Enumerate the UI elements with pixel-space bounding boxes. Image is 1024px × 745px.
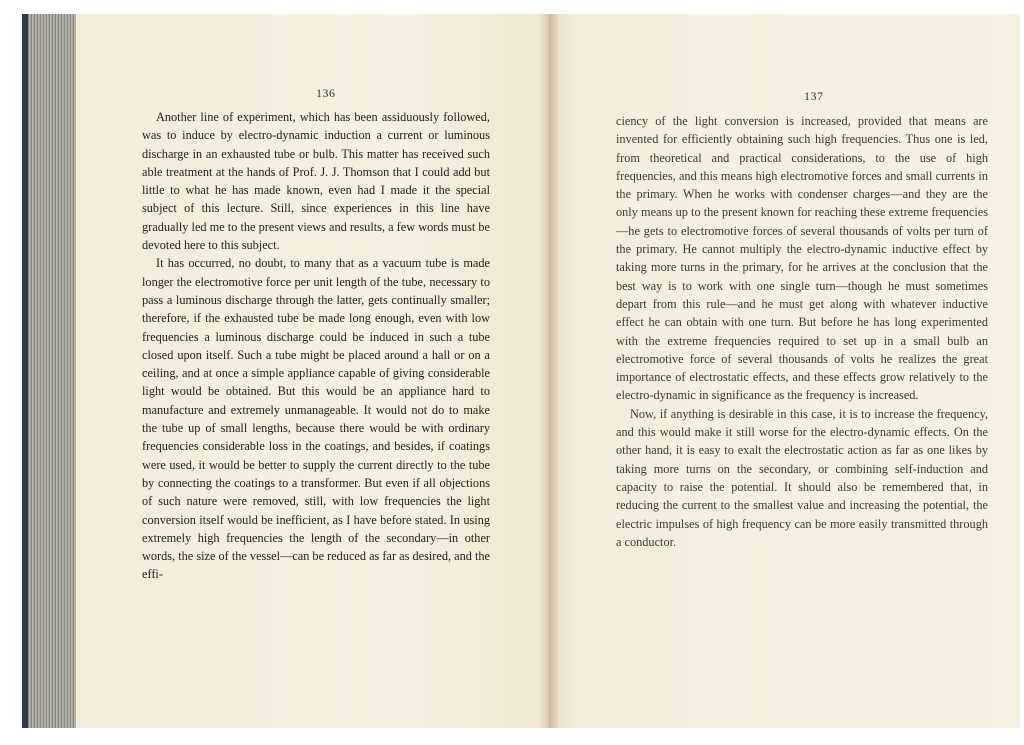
- left-page-text: [142, 108, 490, 584]
- book-gutter: [540, 14, 558, 728]
- open-book: [22, 14, 1020, 728]
- paragraph: It has occurred, no doubt, to many that as a vacuum tube is made longer the electromotive force per unit length of the tube, necessary to pass a luminous discharge through the latter, gets continually smaller; therefore, if the exhausted tube be made long enough, even with low frequencies a luminous discharge could be induced in such a tube closed upon itself. Such a tube might be placed around a hall or on a ceiling, and at once a simple appliance capable of giving considerable light would be obtained. But this would be an appliance hard to manufacture and extremely unmanageable. It would not do to make the tube up of small lengths, because there would be with ordinary frequencies considerable loss in the coatings, and besides, if coatings were used, it would be better to supply the current directly to the tube by connecting the coatings to a transformer. But even if all objections of such nature were removed, still, with low frequencies the light conversion itself would be inefficient, as I have before stated. In using extremely high frequencies the length of the secondary—in other words, the size of the vessel—can be reduced as far as desired, and the effi-: [142, 256, 490, 582]
- paragraph: Now, if anything is desirable in this case, it is to increase the frequency, and this would make it still worse for the electro-dynamic effects. On the other hand, it is easy to exalt the electrostatic action as far as one likes by taking more turns on the secondary, or combining self-induction and capacity to raise the potential. It should also be remembered that, in reducing the current to the smallest value and increasing the potential, the electric impulses of high frequency can be more easily transmitted through a conductor.: [616, 406, 988, 549]
- paragraph: Another line of experiment, which has been assiduously followed, was to induce by electro-dynamic induction a current or luminous discharge in an exhausted tube or bulb. This matter has received such able treatment at the hands of Prof. J. J. Thomson that I could add but little to what he has made known, even had I made it the special subject of this lecture. Still, since experiences in this line have gradually led me to the present views and results, a few words must be devoted here to this subject.: [142, 110, 490, 253]
- right-page-number: 137: [804, 89, 824, 103]
- paragraph: ciency of the light conversion is increased, provided that means are invented for efficiently obtaining such high frequencies. Thus one is led, from theoretical and practical considerations, to the use of high frequencies, and this means high electromotive forces and small currents in the primary. When he works with condenser charges—and they are the only means up to the present known for reaching these extreme frequencies—he gets to electromotive forces of several thousands of volts per turn of the primary. He cannot multiply the electro-dynamic inductive effect by taking more turns in the primary, for he arrives at the conclusion that the best way is to work with one single turn—though he must sometimes depart from this rule—and he must get along with whatever inductive effect he can obtain with one turn. But before he has long experimented with the extreme frequencies required to set up in a small bulb an electromotive force of several thousands of volts he realizes the great importance of electrostatic effects, and these effects grow relatively to the electro-dynamic in significance as the frequency is increased.: [616, 114, 988, 403]
- right-page: [550, 14, 1020, 728]
- page-edges: [22, 14, 76, 728]
- left-page: [76, 14, 552, 728]
- right-page-text: [616, 112, 988, 551]
- left-page-number: 136: [316, 86, 336, 100]
